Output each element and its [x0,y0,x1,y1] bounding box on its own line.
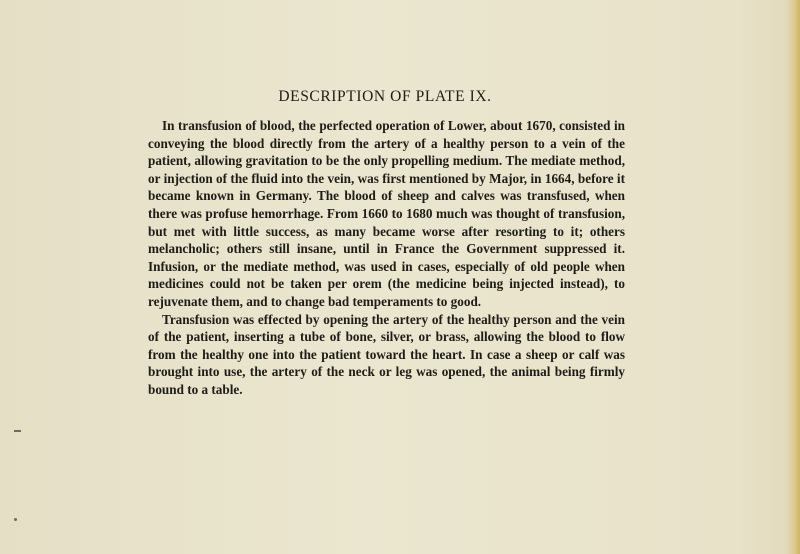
plate-title: DESCRIPTION OF PLATE IX. [278,88,492,105]
paragraph-1: In transfusion of blood, the perfected operation of Lower, about 1670, consisted in conveying the blood directly from the artery of a healthy person to a vein of the patient, allowing gravitation to be the only propelling medium. The mediate method, or injection of the fluid into the vein, was first mentioned by Major, in 1664, before it became known in Germany. The blood of sheep and calves was transfused, when there was profuse hemorrhage. From 1660 to 1680 much was thought of transfusion, but met with little success, as many became worse after resorting to it; others melancholic; others still insane, until in France the Government suppressed it. Infusion, or the mediate method, was used in cases, especially of old people when medicines could not be taken per orem (the medicine being injected instead), to rejuvenate them, and to change bad temperaments to good. [148,118,625,309]
page-edge-shadow [786,0,800,554]
margin-dot-mark [14,518,17,521]
paragraph-2: Transfusion was effected by opening the artery of the healthy person and the vein of the patient, inserting a tube of bone, silver, or brass, allowing the blood to flow from the healthy one into the patient toward the heart. In case a sheep or calf was brought into use, the artery of the neck or leg was opened, the animal being firmly bound to a table. [148,311,625,397]
description-text [148,117,625,399]
margin-dash-mark [14,430,21,432]
